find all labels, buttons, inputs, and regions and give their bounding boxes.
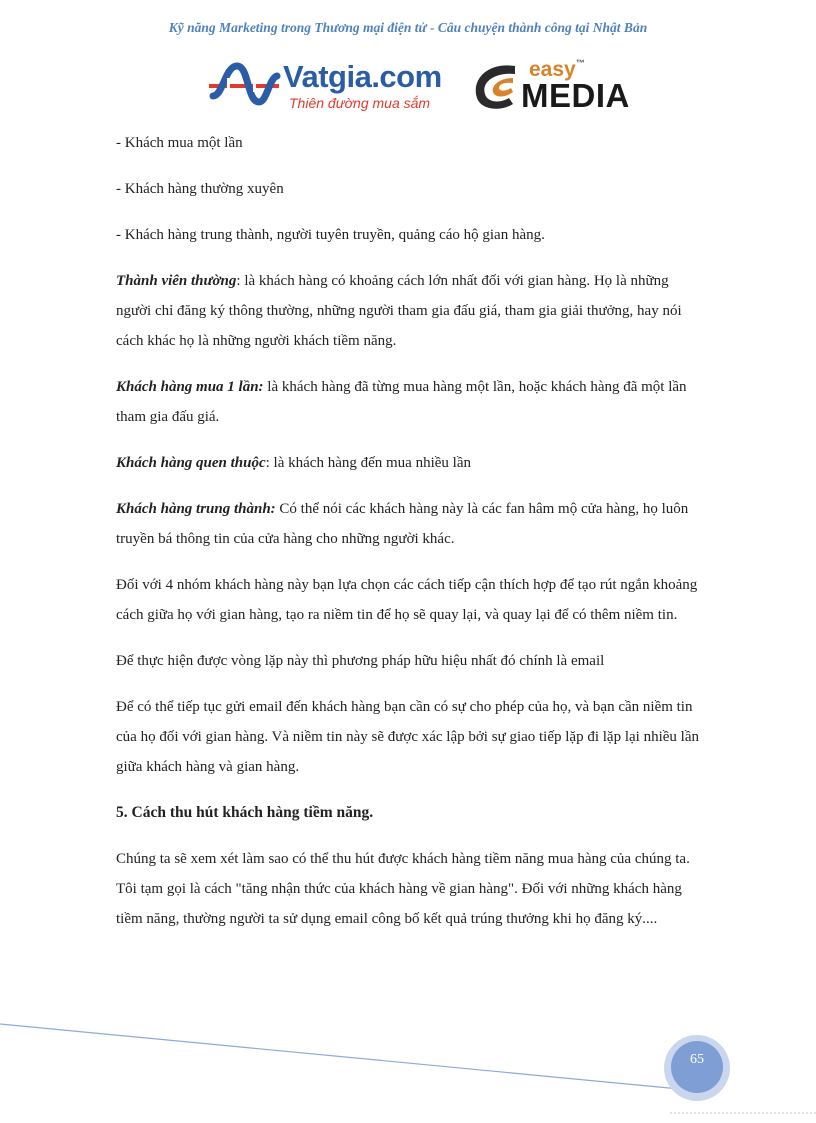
vatgia-name: Vatgia.com — [283, 59, 442, 94]
definition-text: : là khách hàng có khoảng cách lớn nhất đối với gian hàng. Họ là những người chỉ đăng ký thông thường, những người tham gia đấu giá, tham gia giải thưởng, hay nói cách khác họ là những người khách tiềm năng. — [116, 273, 682, 349]
definition-text: : là khách hàng đến mua nhiều lần — [265, 455, 471, 471]
body-paragraph: Để có thể tiếp tục gửi email đến khách hàng bạn cần có sự cho phép của họ, và bạn cần niềm tin của họ đối với gian hàng. Và niềm tin này sẽ được xác lập bởi sự giao tiếp lặp đi lặp lại nhiều lần giữa khách hàng và gian hàng. — [116, 699, 699, 775]
trademark-mark: ™ — [575, 58, 585, 68]
definition-paragraph — [116, 448, 706, 478]
list-item: - Khách hàng thường xuyên — [116, 181, 284, 197]
easymedia-easy-text: easy™ — [529, 58, 585, 81]
definition-term: Thành viên thường — [116, 273, 237, 289]
easymedia-logo — [467, 58, 630, 114]
body-paragraph: Đối với 4 nhóm khách hàng này bạn lựa chọn các cách tiếp cận thích hợp để tạo rút ngắn khoảng cách giữa họ với gian hàng, tạo ra niềm tin để họ sẽ quay lại, và quay lại để có thêm niềm tin. — [116, 577, 698, 623]
page-body — [116, 128, 706, 950]
page-number: 65 — [690, 1052, 704, 1067]
definition-paragraph — [116, 372, 706, 432]
definition-term: Khách hàng mua 1 lần: — [116, 379, 264, 395]
body-paragraph: Để thực hiện được vòng lặp này thì phương pháp hữu hiệu nhất đó chính là email — [116, 653, 605, 669]
footer-rule — [0, 1024, 690, 1090]
vatgia-wave-icon — [205, 56, 283, 114]
vatgia-tagline: Thiên đường mua sắm — [289, 95, 431, 111]
list-item: - Khách mua một lần — [116, 135, 243, 151]
easymedia-swirl-icon — [467, 58, 523, 114]
body-paragraph: Chúng ta sẽ xem xét làm sao có thể thu hút được khách hàng tiềm năng mua hàng của chúng ta. Tôi tạm gọi là cách "tăng nhận thức của khách hàng về gian hàng". Đối với những khách hàng tiềm năng, thường người ta sử dụng email công bố kết quả trúng thưởng khi họ đăng ký.... — [116, 851, 690, 927]
list-item: - Khách hàng trung thành, người tuyên truyền, quảng cáo hộ gian hàng. — [116, 227, 545, 243]
running-header: Kỹ năng Marketing trong Thương mại điện tử - Câu chuyện thành công tại Nhật Bản — [168, 20, 648, 35]
definition-paragraph — [116, 266, 706, 356]
definition-text: Có thể nói các khách hàng này là các fan hâm mộ cửa hàng, họ luôn truyền bá thông tin của cửa hàng cho những người khác. — [116, 501, 689, 547]
definition-text: là khách hàng đã từng mua hàng một lần, hoặc khách hàng đã một lần tham gia đấu giá. — [116, 379, 687, 425]
easymedia-media-text: MEDIA — [521, 77, 630, 114]
definition-term: Khách hàng quen thuộc — [116, 455, 266, 471]
section-heading: 5. Cách thu hút khách hàng tiềm năng. — [116, 804, 374, 821]
vatgia-logo — [205, 56, 455, 114]
definition-term: Khách hàng trung thành: — [116, 501, 276, 517]
definition-paragraph — [116, 494, 706, 554]
logo-bar — [205, 56, 630, 114]
